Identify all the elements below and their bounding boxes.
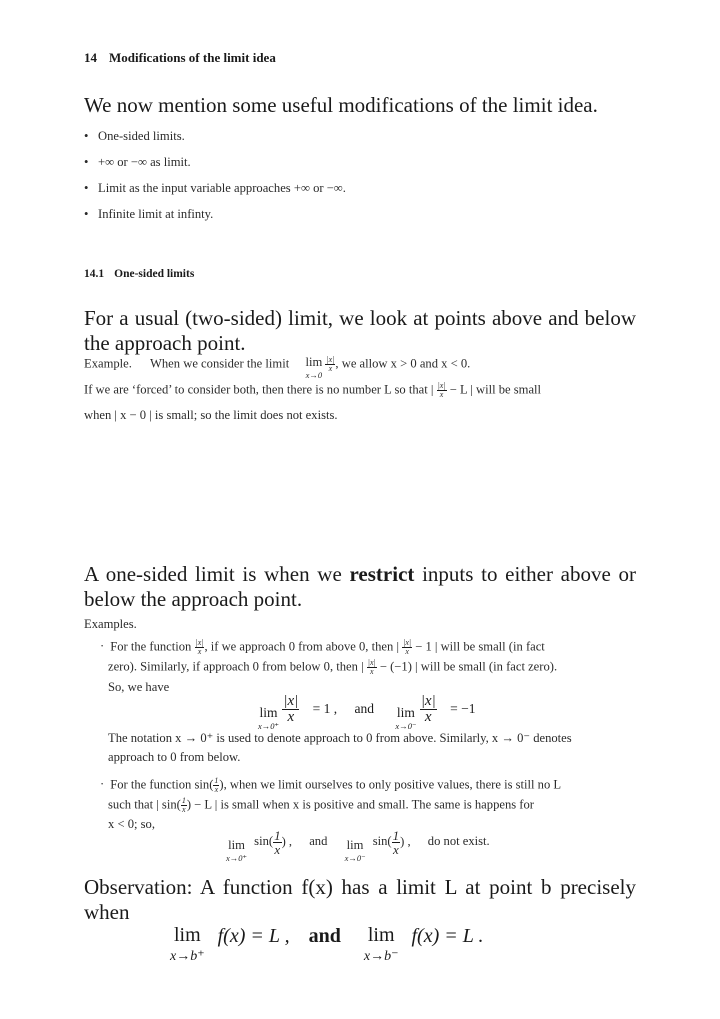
f-equals-l-right: f(x) = L , [217,925,290,947]
lim-operator: lim [259,705,278,720]
forced-text: If we are ‘forced’ to consider both, then there is no number L so that | [84,382,434,397]
ex2-line1-post: ), when we limit ourselves to only positive values, there is still no L [219,777,562,792]
fraction-denominator: x [287,709,295,725]
list-item [84,207,213,222]
fraction-denominator: x [328,364,333,373]
bullet-icon: • [84,207,89,221]
lim-operator: lim [367,924,395,946]
bullet-icon: • [84,129,89,143]
ex1-line2-tail: − (−1) | will be small (in fact zero). [376,659,558,674]
lead-post: inputs to either above or [414,562,636,586]
fraction-absx-over-x [420,694,437,725]
observation-line1: Observation: A function f(x) has a limit L at point b precisely [84,875,636,899]
example-line [84,356,470,379]
list-item-text: One-sided limits. [98,129,185,143]
example-label: Example. [84,356,132,371]
item-marker: · [100,777,105,792]
list-item [84,129,185,144]
lim-subscript: x→0⁻ [395,720,417,731]
lim-subscript: x→0⁺ [226,852,248,863]
lim-subscript: x→b⁻ [363,949,399,964]
fraction-numerator: 1 [214,776,219,785]
bullet-icon: • [84,181,89,195]
example2-line1 [100,777,561,794]
fraction-denominator: x [182,805,186,814]
forced-tail: − L | will be small [446,382,542,397]
fraction-denominator: x [197,647,202,656]
fraction-numerator: 1 [392,828,400,843]
example1-line3: So, we have [108,680,170,694]
fraction-absx-over-x [402,639,412,656]
display-equation-1 [258,694,475,730]
fraction-absx-over-x [367,659,377,676]
chapter-title: Modifications of the limit idea [109,50,276,65]
observation-display [170,925,484,964]
one-sided-lead-line2: below the approach point. [84,587,303,611]
examples-label: Examples. [84,617,137,631]
example1-line1 [100,639,636,656]
example1-line2 [108,659,557,676]
running-header [84,50,276,66]
one-sided-lead-line1 [84,562,636,587]
display-equation-2 [226,829,490,862]
limit-expression [395,706,416,730]
limit-expression [345,839,366,862]
equals-one: = 1 , [312,700,338,716]
lim-subscript: x→b⁺ [170,949,205,964]
sin-close: ) , [281,834,293,849]
lim-operator: lim [346,838,364,852]
restrict-emphasis: restrict [349,562,415,586]
lim-operator: lim [228,838,245,852]
two-sided-lead-line1: For a usual (two-sided) limit, we look at points above and below [84,306,636,330]
fraction-numerator: |x| [283,693,299,709]
fraction-denominator: x [439,390,444,399]
fraction-absx-over-x [325,356,335,373]
ex2-line2-post: ) − L | is small when x is positive and small. The same is happens for [186,797,534,812]
allow-text: , we allow x > 0 and x < 0. [335,356,471,371]
fraction-denominator: x [392,842,399,857]
list-item [84,181,346,196]
equals-minus-one: = −1 [450,700,476,716]
fraction-numerator: |x| [326,355,335,364]
sin-function: sin( [254,834,274,849]
intro-lead: We now mention some useful modifications of the limit idea. [84,93,598,117]
observation-line2: when [84,900,130,924]
fraction-denominator: x [424,709,432,725]
list-item-text: +∞ or −∞ as limit. [98,155,191,169]
lead-pre: A one-sided limit is when we [84,562,350,586]
ex2-line2-pre: such that | sin( [108,797,181,812]
lim-operator: lim [396,705,415,720]
forced-line [84,382,636,399]
lim-operator: lim [305,355,323,369]
fraction-one-over-x [273,829,282,856]
item-marker: · [100,639,105,654]
limit-expression [170,925,205,964]
sin-function: sin( [372,834,392,849]
when-line: when | x − 0 | is small; so the limit does not exists. [84,408,338,422]
do-not-exist-text: do not exist. [427,834,490,849]
fraction-numerator: |x| [420,693,436,709]
fraction-numerator: 1 [274,828,281,843]
fraction-denominator: x [369,667,374,676]
chapter-number: 14 [84,50,97,65]
ex1-pre: For the function [110,639,195,654]
limit-expression [306,356,323,379]
lim-subscript: x→0⁻ [344,852,366,863]
ex1-line2-pre: zero). Similarly, if approach 0 from below 0, then | [108,659,364,674]
sin-close: ) , [400,834,411,849]
example-text: When we consider the limit [150,356,290,371]
section-heading [84,268,194,280]
fraction-numerator: |x| [403,638,412,647]
fraction-numerator: |x| [367,658,376,667]
fraction-numerator: 1 [181,796,186,805]
and-word: and [354,700,375,716]
two-sided-lead-line2: the approach point. [84,331,246,355]
limit-expression [258,706,279,730]
ex1-mid: , if we approach 0 from above 0, then | [204,639,399,654]
fraction-absx-over-x [195,639,205,656]
fraction-denominator: x [214,785,219,794]
lim-subscript: x→0 [305,369,323,380]
limit-expression [226,839,247,862]
fraction-one-over-x [392,829,401,856]
section-title: One-sided limits [114,268,195,280]
and-word: and [308,925,341,947]
list-item [84,155,191,170]
lim-operator: lim [173,924,201,946]
ex2-line1-pre: For the function sin( [110,777,214,792]
fraction-absx-over-x [282,694,299,725]
lim-subscript: x→0⁺ [258,720,280,731]
example2-line2 [108,797,534,814]
list-item-text: Infinite limit at infinty. [98,207,214,221]
f-equals-l-left: f(x) = L . [411,925,484,947]
and-word: and [309,834,328,849]
fraction-denominator: x [405,647,409,656]
example2-line3: x < 0; so, [108,817,155,831]
list-item-text: Limit as the input variable approaches +∞ or −∞. [98,181,346,195]
notation-line2: approach to 0 from below. [108,750,241,764]
ex1-tail: − 1 | will be small (in fact [412,639,545,654]
section-number: 14.1 [84,268,105,280]
limit-expression [364,925,399,964]
fraction-numerator: |x| [437,381,446,390]
fraction-absx-over-x [437,382,447,399]
notation-line1: The notation x → 0⁺ is used to denote approach to 0 from above. Similarly, x → 0⁻ denotes [108,731,572,745]
fraction-denominator: x [274,842,281,857]
fraction-numerator: |x| [195,638,204,647]
bullet-icon: • [84,155,89,169]
